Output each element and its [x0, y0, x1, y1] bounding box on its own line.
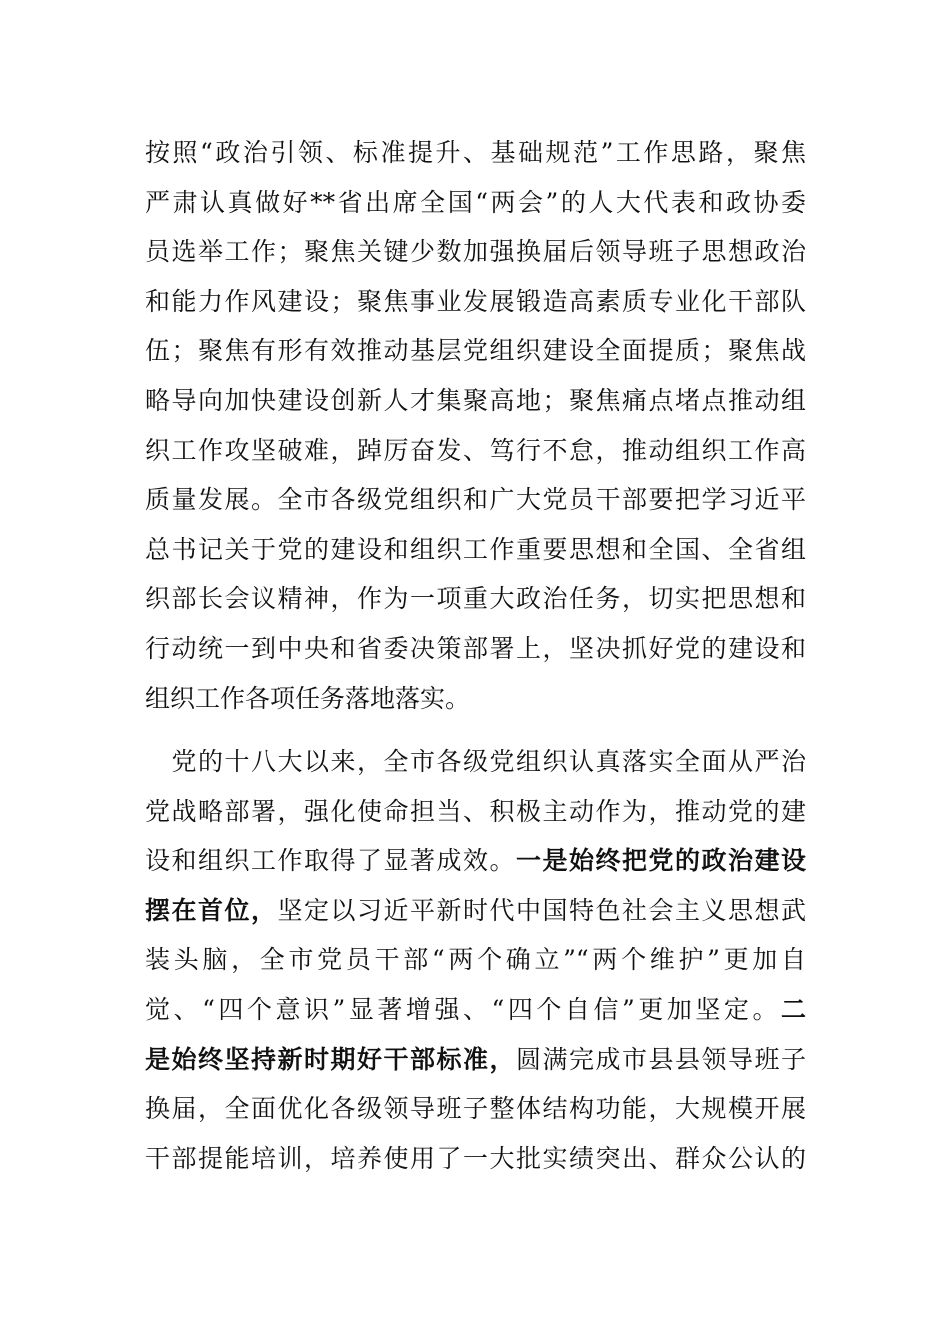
text-segment: 严肃认真做好**省出席全国“两会”的人大代表和政协委 — [145, 187, 806, 217]
text-line — [145, 787, 806, 837]
text-segment: 略导向加快建设创新人才集聚高地；聚焦痛点堵点推动组 — [145, 385, 806, 415]
text-segment: 行动统一到中央和省委决策部署上，坚决抓好党的建设和 — [145, 633, 806, 663]
bold-text-segment: 二 — [780, 994, 806, 1024]
text-segment: 党的十八大以来，全市各级党组织认真落实全面从严治 — [145, 747, 806, 776]
bold-text-segment: 一是始终把党的政治建设 — [515, 846, 806, 876]
text-segment: 员选举工作；聚焦关键少数加强换届后领导班子思想政治 — [145, 237, 806, 267]
text-segment: 干部提能培训，培养使用了一大批实绩突出、群众公认的 — [145, 1143, 806, 1173]
bold-text-segment: 摆在首位， — [145, 895, 278, 925]
text-segment: 党战略部署，强化使命担当、积极主动作为，推动党的建 — [145, 796, 806, 826]
text-line — [145, 1035, 806, 1085]
text-segment: 换届，全面优化各级领导班子整体结构功能，大规模开展 — [145, 1094, 806, 1124]
text-line — [145, 1134, 806, 1184]
text-line — [145, 935, 806, 985]
bold-text-segment: 是始终坚持新时期好干部标准， — [145, 1044, 516, 1074]
text-segment: 质量发展。全市各级党组织和广大党员干部要把学习近平 — [145, 485, 806, 515]
paragraph-1 — [145, 128, 806, 723]
text-segment: 觉、“四个意识”显著增强、“四个自信”更加坚定。 — [145, 994, 781, 1024]
text-line — [145, 1084, 806, 1134]
text-line — [145, 737, 806, 787]
text-line — [145, 376, 806, 426]
text-segment: 织部长会议精神，作为一项重大政治任务，切实把思想和 — [145, 584, 806, 614]
text-segment: 坚定以习近平新时代中国特色社会主义思想武 — [277, 895, 806, 925]
text-segment: 总书记关于党的建设和组织工作重要思想和全国、全省组 — [145, 534, 806, 564]
text-line — [145, 574, 806, 624]
text-segment: 圆满完成市县县领导班子 — [515, 1044, 806, 1074]
text-line — [145, 426, 806, 476]
text-line — [145, 178, 806, 228]
text-line — [145, 886, 806, 936]
text-line — [145, 836, 806, 886]
text-line — [145, 277, 806, 327]
paragraph-2 — [145, 737, 806, 1183]
text-line — [145, 128, 806, 178]
text-line — [145, 525, 806, 575]
text-segment: 按照“政治引领、标准提升、基础规范”工作思路，聚焦 — [145, 138, 806, 167]
text-segment: 装头脑，全市党员干部“两个确立”“两个维护”更加自 — [145, 945, 806, 975]
text-line — [145, 985, 806, 1035]
text-line — [145, 227, 806, 277]
text-line — [145, 674, 806, 724]
text-segment: 伍；聚焦有形有效推动基层党组织建设全面提质；聚焦战 — [145, 336, 806, 366]
text-line — [145, 624, 806, 674]
text-segment: 设和组织工作取得了显著成效。 — [145, 846, 516, 876]
text-line — [145, 326, 806, 376]
text-segment: 组织工作各项任务落地落实。 — [145, 683, 471, 713]
text-line — [145, 475, 806, 525]
text-segment: 织工作攻坚破难，踔厉奋发、笃行不怠，推动组织工作高 — [145, 435, 806, 465]
text-segment: 和能力作风建设；聚焦事业发展锻造高素质专业化干部队 — [145, 286, 806, 316]
